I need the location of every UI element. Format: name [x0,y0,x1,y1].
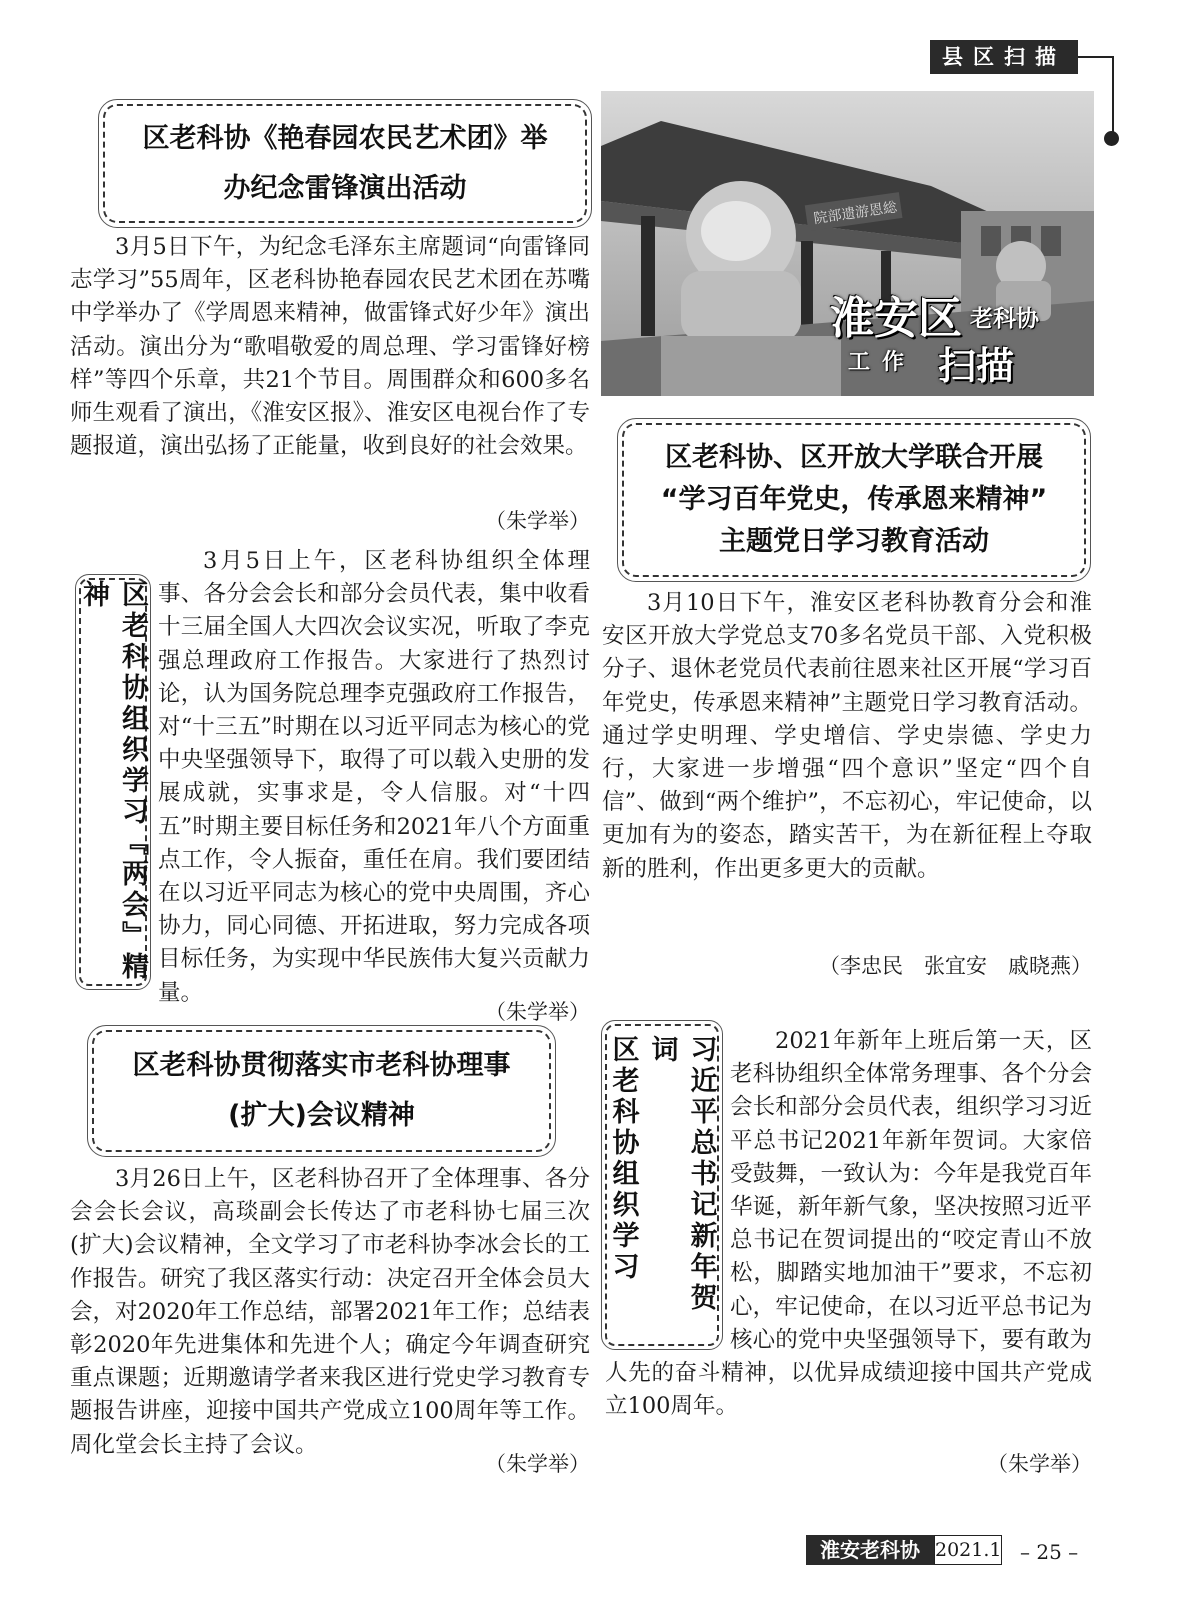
photo-title-main-suffix: 老科协 [970,306,1039,332]
article-3-title: 区老科协贯彻落实市老科协理事 [132,1050,511,1081]
article-3-author: （朱学举） [485,1452,590,1476]
footer-magazine-name: 淮安老科协 [806,1535,934,1565]
article-2-body: 3月5日上午，区老科协组织全体理事、各分会会长和部分会员代表，集中收看十三届全国人大四次会议实况，听取了李克强总理政府工作报告。大家进行了热烈讨论，认为国务院总理李克强政府工作报告，对“十三五”时期在以习近平同志为核心的党中央坚强领导下，取得了可以载入史册的发展成就，实事求是，令人信服。对“十四五”时期主要目标任务和2021年八个方面重点工作，令人振奋，重任在肩。我们要团结在以习近平同志为核心的党中央周围，齐心协力，同心同德、开拓进取，努力完成各项目标任务，为实现中华民族伟大复兴贡献力量。 [158,548,590,1006]
article-1-title: 办纪念雷锋演出活动 [223,172,467,204]
article-5-title-col: 区老科协组织学习 [607,1035,639,1283]
article-3-title: (扩大)会议精神 [228,1100,415,1131]
article-1-title-frame [103,104,587,223]
article-4-author: （李忠民 张宜安 戚晓燕） [819,954,1092,978]
section-tag: 县区扫描 [930,40,1078,74]
footer-issue: 2021.1 [934,1535,1002,1565]
article-1-title: 区老科协《艳春园农民艺术团》举 [142,122,548,154]
tag-connector-line [1078,56,1114,58]
article-4-body-container [602,587,1092,886]
article-2-author: （朱学举） [485,1000,590,1024]
article-3-body-container [70,1163,590,1462]
article-1-body: 3月5日下午，为纪念毛泽东主席题词“向雷锋同志学习”55周年，区老科协艳春园农民艺术团在苏嘴中学举办了《学周恩来精神，做雷锋式好少年》演出活动。演出分为“歌唱敬爱的周总理、学习雷锋好榜样”等四个乐章，共21个节目。周围群众和600多名师生观看了演出，《淮安区报》、淮安区电视台作了专题报道，演出弘扬了正能量，收到良好的社会效果。 [70,234,590,460]
tag-dot [1104,131,1119,146]
article-5-body: 2021年新年上班后第一天，区老科协组织全体常务理事、各个分会会长和部分会员代表，组织学习习近平总书记2021年新年贺词。大家倍受鼓舞，一致认为：今年是我党百年华诞，新年新气象，坚决按照习近平总书记在贺词提出的“咬定青山不放松，脚踏实地加油干”要求，不忘初心，牢记使命，在以习近平总书记为核心的党中央坚强领导下，要有敢为人先的奋斗精神，以优异成绩迎接中国共产党成立100周年。 [605,1028,1092,1420]
article-4-title: “学习百年党史，传承恩来精神” [660,484,1048,515]
article-1-body-container [70,231,590,463]
article-2-title: 区老科协组织学习『两会』精神 [78,580,148,983]
photo-title-sub: 扫描 [938,344,1015,388]
article-4-title: 主题党日学习教育活动 [719,526,989,557]
article-4-title-frame [622,423,1086,577]
article-5-body-container [605,1025,1092,1423]
article-3-body: 3月26日上午，区老科协召开了全体理事、各分会会长会议，高琰副会长传达了市老科协七届三次(扩大)会议精神，全文学习了市老科协李冰会长的工作报告。研究了我区落实行动：决定召开全体会员大会，对2020年工作总结，部署2021年工作；总结表彰2020年先进集体和先进个人；确定今年调查研究重点课题；近期邀请学者来我区进行党史学习教育专题报告讲座，迎接中国共产党成立100周年等工作。周化堂会长主持了会议。 [70,1166,590,1458]
article-4-title: 区老科协、区开放大学联合开展 [665,442,1043,473]
article-2-body-container [158,545,590,1010]
photo-title-sub-prefix: 工作 [848,350,917,375]
article-2-title-frame [79,578,147,986]
photo-title-main: 淮安区 [830,293,962,344]
article-3-title-frame [92,1030,551,1152]
article-5-author: （朱学举） [987,1452,1092,1476]
article-4-body: 3月10日下午，淮安区老科协教育分会和淮安区开放大学党总支70多名党员干部、入党积极分子、退休老党员代表前往恩来社区开展“学习百年党史，传承恩来精神”主题党日学习教育活动。通过学史明理、学史增信、学史崇德、学史力行，大家进一步增强“四个意识”坚定“四个自信”、做到“两个维护”，不忘初心，牢记使命，以更加有为的姿态，踏实苦干，为在新征程上夺取新的胜利，作出更多更大的贡献。 [602,590,1092,882]
article-1-author: （朱学举） [485,509,590,533]
temple-sign-text: 院部遗游恩総 [812,199,899,228]
article-5-title-col: 习近平总书记新年贺词 [646,1035,717,1314]
tag-connector-line [1112,56,1114,138]
footer-page-number: – 25 – [1020,1540,1079,1564]
